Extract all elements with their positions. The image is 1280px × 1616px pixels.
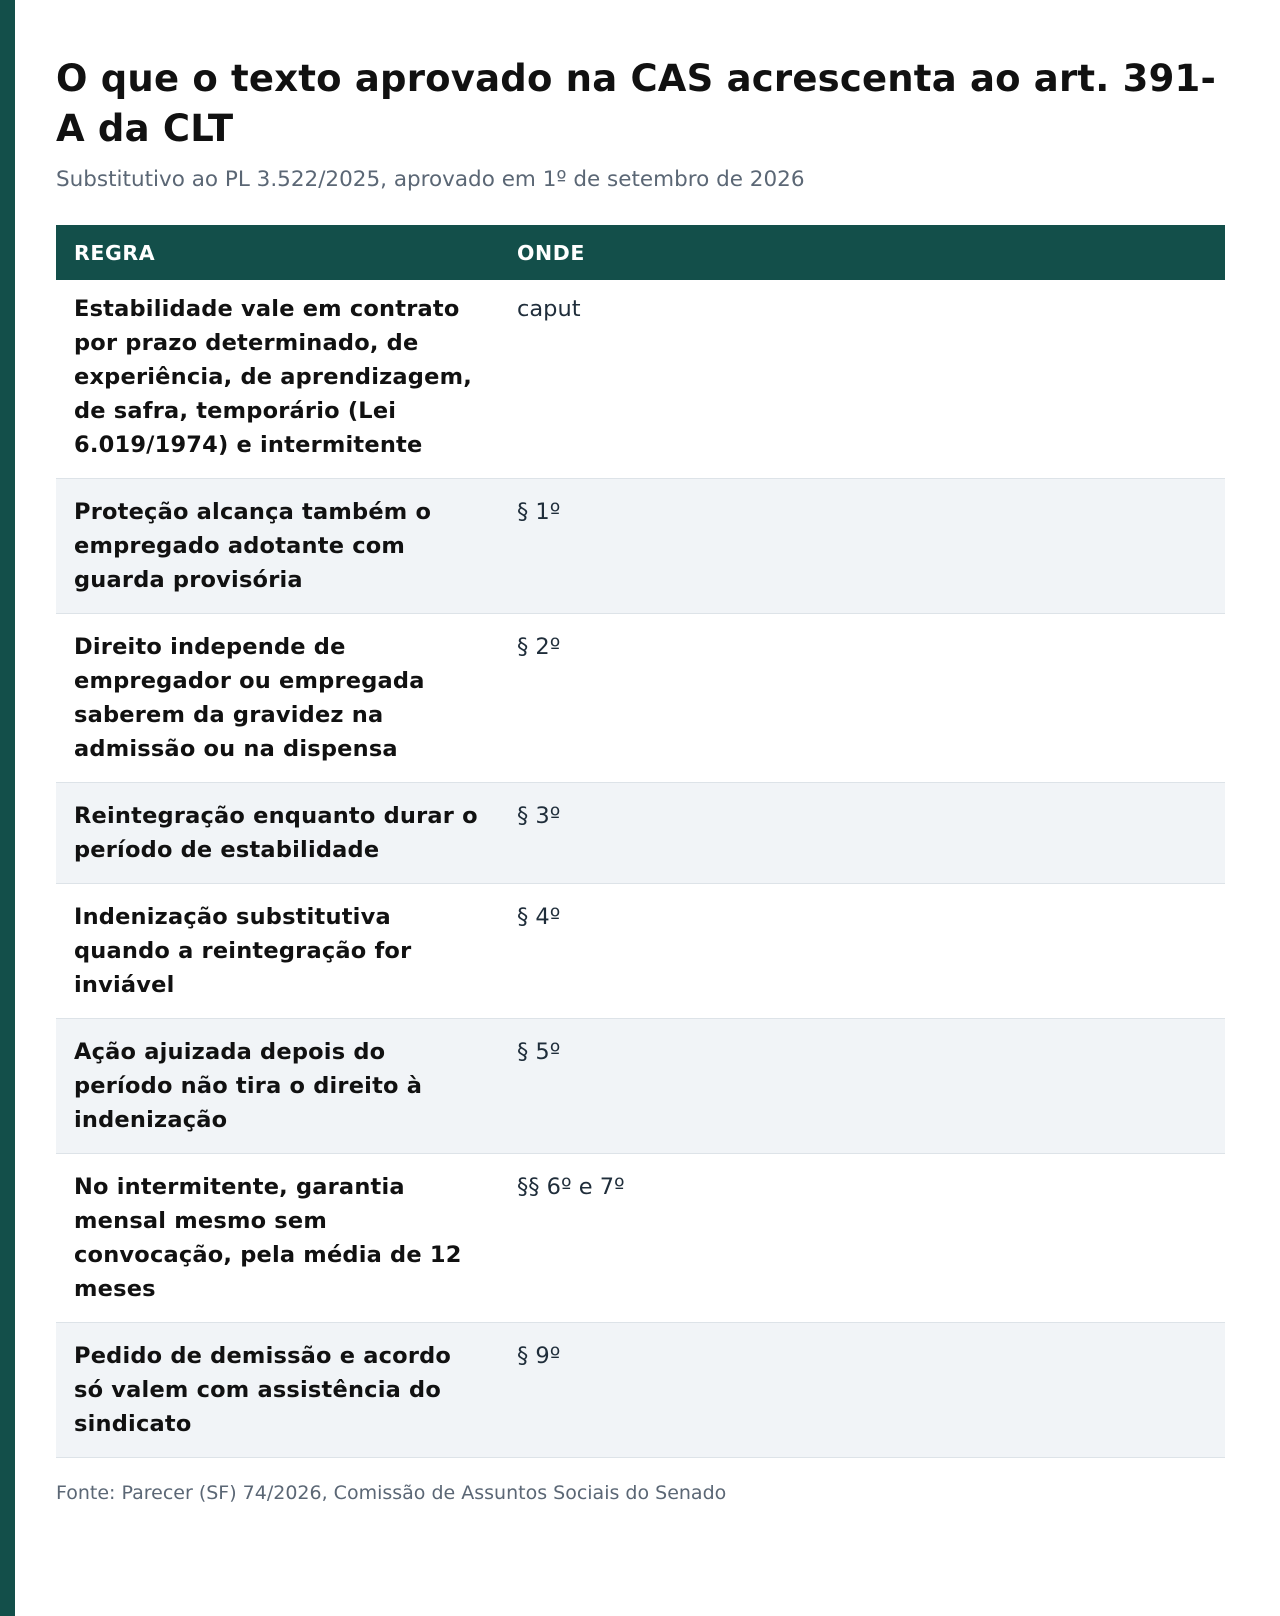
table-row xyxy=(56,280,1225,479)
table-row xyxy=(56,1019,1225,1154)
location-cell: § 1º xyxy=(499,479,1225,614)
column-header-regra: REGRA xyxy=(74,240,156,265)
page-title: O que o texto aprovado na CAS acrescenta ao art. 391-A da CLT xyxy=(56,57,1217,150)
accent-bar xyxy=(0,0,15,1616)
rule-cell: Estabilidade vale em contrato por prazo determinado, de experiência, de aprendizagem, de safra, temporário (Lei 6.019/1974) e intermitente xyxy=(56,280,499,479)
table-row xyxy=(56,783,1225,884)
rule-cell: Ação ajuizada depois do período não tira o direito à indenização xyxy=(56,1019,499,1154)
location-cell: § 5º xyxy=(499,1019,1225,1154)
table-header-row xyxy=(56,225,1225,280)
rule-cell: Direito independe de empregador ou empregada saberem da gravidez na admissão ou na dispensa xyxy=(56,614,499,783)
rule-cell: Reintegração enquanto durar o período de estabilidade xyxy=(56,783,499,884)
rules-table xyxy=(56,225,1225,1458)
rule-cell: Proteção alcança também o empregado adotante com guarda provisória xyxy=(56,479,499,614)
table-row xyxy=(56,1154,1225,1323)
table-row xyxy=(56,884,1225,1019)
location-cell: § 9º xyxy=(499,1323,1225,1458)
source-note: Fonte: Parecer (SF) 74/2026, Comissão de Assuntos Sociais do Senado xyxy=(56,1482,727,1504)
table-row xyxy=(56,614,1225,783)
rule-cell: Indenização substitutiva quando a reintegração for inviável xyxy=(56,884,499,1019)
location-cell: § 3º xyxy=(499,783,1225,884)
table-row xyxy=(56,1323,1225,1458)
rule-cell: No intermitente, garantia mensal mesmo sem convocação, pela média de 12 meses xyxy=(56,1154,499,1323)
rule-cell: Pedido de demissão e acordo só valem com assistência do sindicato xyxy=(56,1323,499,1458)
table-row xyxy=(56,479,1225,614)
location-cell: caput xyxy=(499,280,1225,479)
article-content xyxy=(56,54,1225,1506)
column-header-onde: ONDE xyxy=(517,240,586,265)
page-subtitle: Substitutivo ao PL 3.522/2025, aprovado em 1º de setembro de 2026 xyxy=(56,167,805,192)
location-cell: § 4º xyxy=(499,884,1225,1019)
location-cell: § 2º xyxy=(499,614,1225,783)
location-cell: §§ 6º e 7º xyxy=(499,1154,1225,1323)
